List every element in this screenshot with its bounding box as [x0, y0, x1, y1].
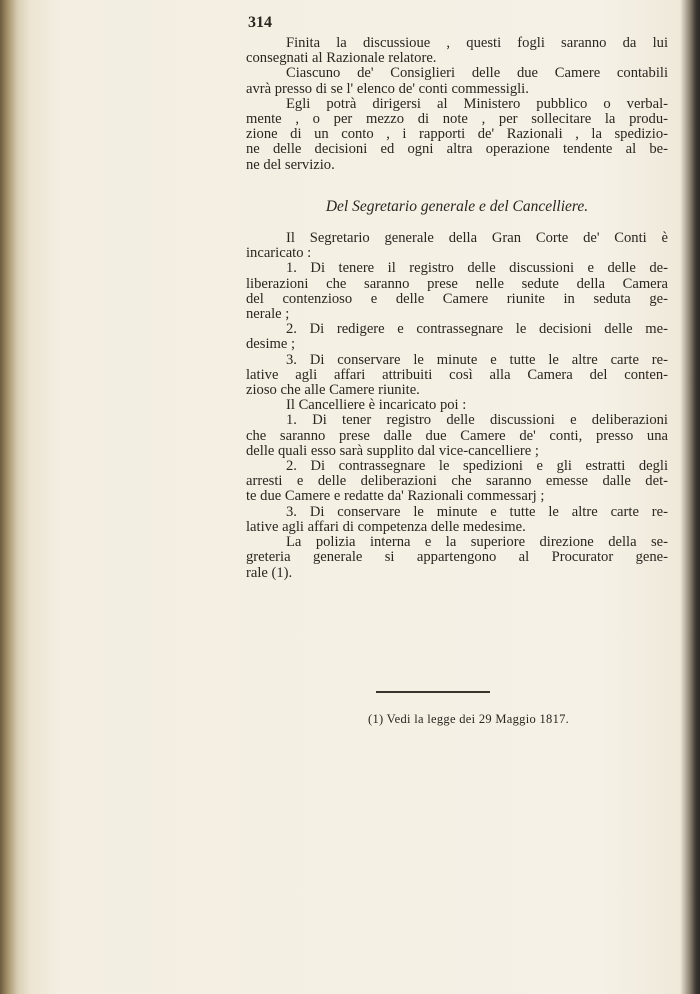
paragraph [246, 231, 668, 261]
text-line: avrà presso di se l' elenco de' conti commessigli. [246, 81, 529, 97]
footnote-divider [376, 691, 490, 693]
text-line: Il Segretario generale della Gran Corte de' Conti è [286, 231, 668, 247]
text-line: consegnati al Razionale relatore. [246, 51, 437, 67]
text-line: Finita la discussioue , questi fogli saranno da lui [286, 36, 668, 51]
text-line: ne del servizio. [246, 157, 335, 173]
text-line: zione di un conto , i rapporti de' Razionali , la spedizio- [246, 127, 668, 143]
text-line: 1. Di tenere il registro delle discussioni e delle de- [286, 261, 668, 277]
paragraph [246, 535, 668, 581]
text-line: arresti e delle deliberazioni che saranno emesse dalle det- [246, 474, 668, 490]
footnote: (1) Vedi la legge dei 29 Maggio 1817. [368, 712, 570, 726]
text-line: 2. Di redigere e contrassegnare le decisioni delle me- [286, 322, 668, 338]
text-line: lative agli affari di competenza delle medesime. [246, 519, 526, 535]
paragraph [246, 505, 668, 535]
text-line: zioso che alle Camere riunite. [246, 383, 420, 399]
text-line: delle quali esso sarà supplito dal vice-cancelliere ; [246, 443, 539, 459]
text-line: Ciascuno de' Consiglieri delle due Camere contabili [286, 66, 668, 82]
paragraph [246, 413, 668, 459]
text-line: 3. Di conservare le minute e tutte le altre carte re- [286, 504, 668, 520]
paragraph [246, 66, 668, 96]
text-line: Egli potrà dirigersi al Ministero pubblico o verbal- [286, 96, 668, 112]
text-line: del contenzioso e delle Camere riunite in seduta ge- [246, 291, 668, 307]
paragraph [246, 459, 668, 505]
text-line: ne delle decisioni ed ogni altra operazione tendente al be- [246, 142, 668, 158]
paragraph [246, 353, 668, 399]
text-line: lative agli affari attribuiti così alla Camera del conten- [246, 367, 668, 383]
text-line: desime ; [246, 337, 296, 353]
text-line: mente , o per mezzo di note , per sollecitare la produ- [246, 112, 668, 128]
text-line: liberazioni che saranno prese nelle sedute della Camera [246, 276, 668, 292]
text-line: nerale ; [246, 307, 290, 323]
paragraph [246, 398, 668, 413]
page-number: 314 [248, 14, 272, 31]
text-line: che saranno prese dalle due Camere de' conti, presso una [246, 428, 668, 444]
text-line: incaricato : [246, 246, 312, 262]
paragraph [246, 261, 668, 322]
text-line: te due Camere e redatte da' Razionali commessarj ; [246, 489, 545, 505]
paragraph [246, 322, 668, 352]
text-line: La polizia interna e la superiore direzione della se- [286, 535, 668, 551]
text-line: greteria generale si appartengono al Procurator gene- [246, 550, 668, 566]
text-line: 3. Di conservare le minute e tutte le altre carte re- [286, 352, 668, 368]
text-line: 1. Di tener registro delle discussioni e deliberazioni [286, 413, 668, 429]
section-heading: Del Segretario generale e del Cancelliere. [325, 197, 589, 215]
paragraph [246, 97, 668, 173]
text-line: Il Cancelliere è incaricato poi : [286, 398, 467, 414]
body-text [246, 36, 668, 581]
text-line: rale (1). [246, 565, 293, 581]
text-line: 2. Di contrassegnare le spedizioni e gli estratti degli [286, 459, 668, 475]
paragraph [246, 36, 668, 66]
